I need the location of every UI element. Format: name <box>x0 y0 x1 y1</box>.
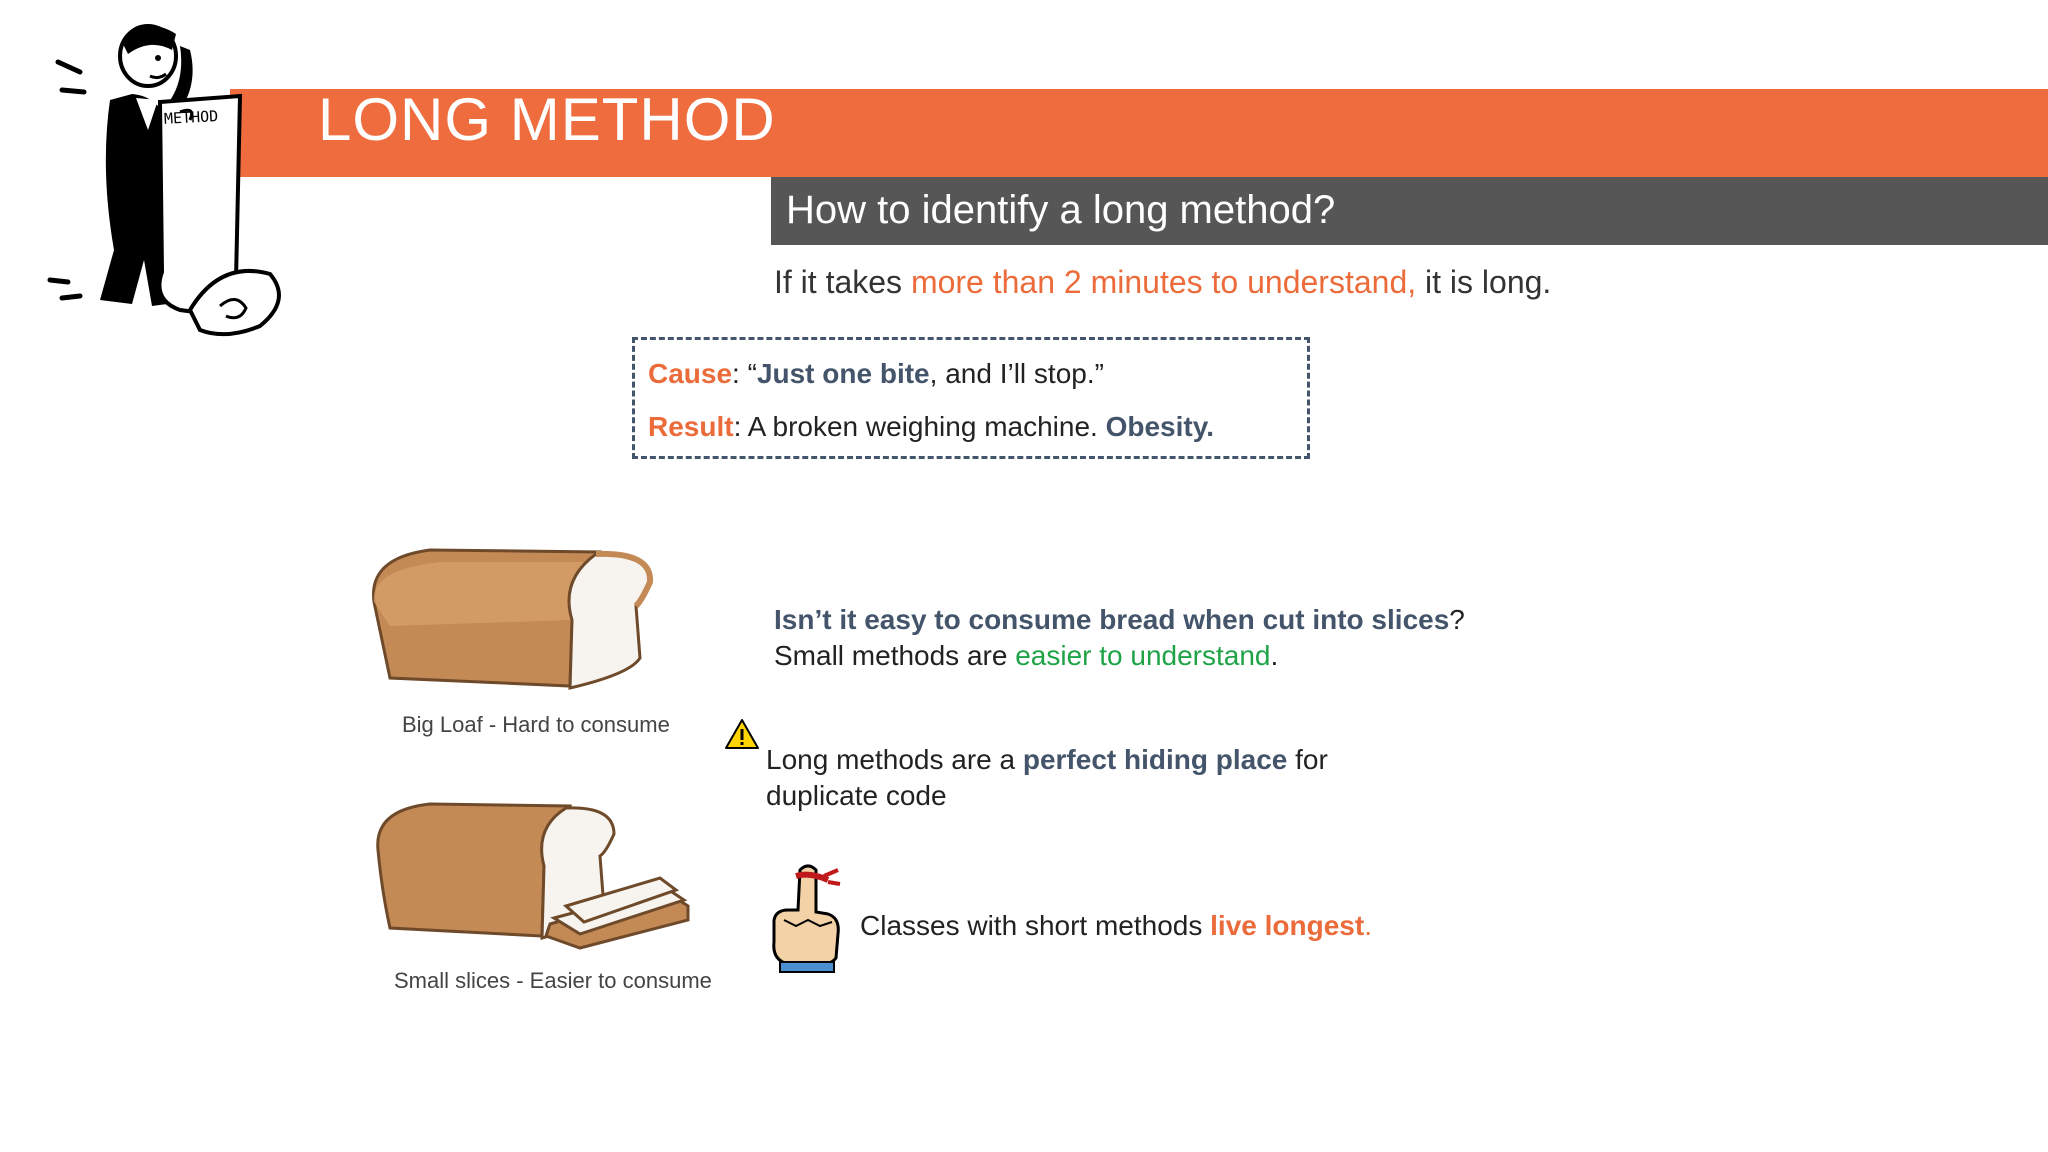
scroll-text: METHOD <box>163 107 219 128</box>
result-bold: Obesity. <box>1105 411 1214 442</box>
identify-statement <box>774 262 1551 304</box>
result-text: A broken weighing machine. <box>747 411 1106 442</box>
warning-icon <box>724 718 760 750</box>
p1-line2-end: . <box>1270 640 1279 671</box>
result-line <box>648 411 1214 443</box>
p3-highlight: live longest <box>1210 910 1365 941</box>
point-bread-slices <box>774 602 1465 674</box>
cause-rest: , and I’ll stop.” <box>929 358 1104 389</box>
p3-prefix: Classes with short methods <box>860 910 1211 941</box>
point-duplicate-code <box>766 742 1406 814</box>
p1-line2-green: easier to understand <box>1015 640 1271 671</box>
p1-q: ? <box>1449 604 1465 635</box>
p3-end: . <box>1364 910 1372 941</box>
identify-highlight: more than 2 minutes to understand, <box>910 264 1417 300</box>
point-live-longest <box>860 910 1372 942</box>
slide-title: LONG METHOD <box>318 86 776 153</box>
p1-line2-prefix: Small methods are <box>774 640 1016 671</box>
identify-prefix: If it takes <box>774 264 911 300</box>
cause-bold: Just one bite <box>756 358 930 389</box>
p2-suffix: for duplicate code <box>766 744 1328 811</box>
finger-bandage-icon <box>766 862 846 974</box>
cause-label: Cause <box>648 358 733 389</box>
result-sep: : <box>733 411 748 442</box>
p2-bold: perfect hiding place <box>1022 744 1288 775</box>
big-loaf-caption: Big Loaf - Hard to consume <box>402 712 670 737</box>
cartoon-man-scroll-icon <box>40 10 300 350</box>
cause-sep: : “ <box>732 358 757 389</box>
p1-bold: Isn’t it easy to consume bread when cut into slices <box>774 604 1450 635</box>
p2-prefix: Long methods are a <box>766 744 1023 775</box>
cause-line <box>648 358 1104 390</box>
result-label: Result <box>648 411 734 442</box>
bread-slices-icon <box>370 796 700 956</box>
subtitle: How to identify a long method? <box>786 188 1336 232</box>
slices-caption: Small slices - Easier to consume <box>394 968 712 993</box>
identify-suffix: it is long. <box>1416 264 1552 300</box>
bread-loaf-icon <box>360 540 670 700</box>
